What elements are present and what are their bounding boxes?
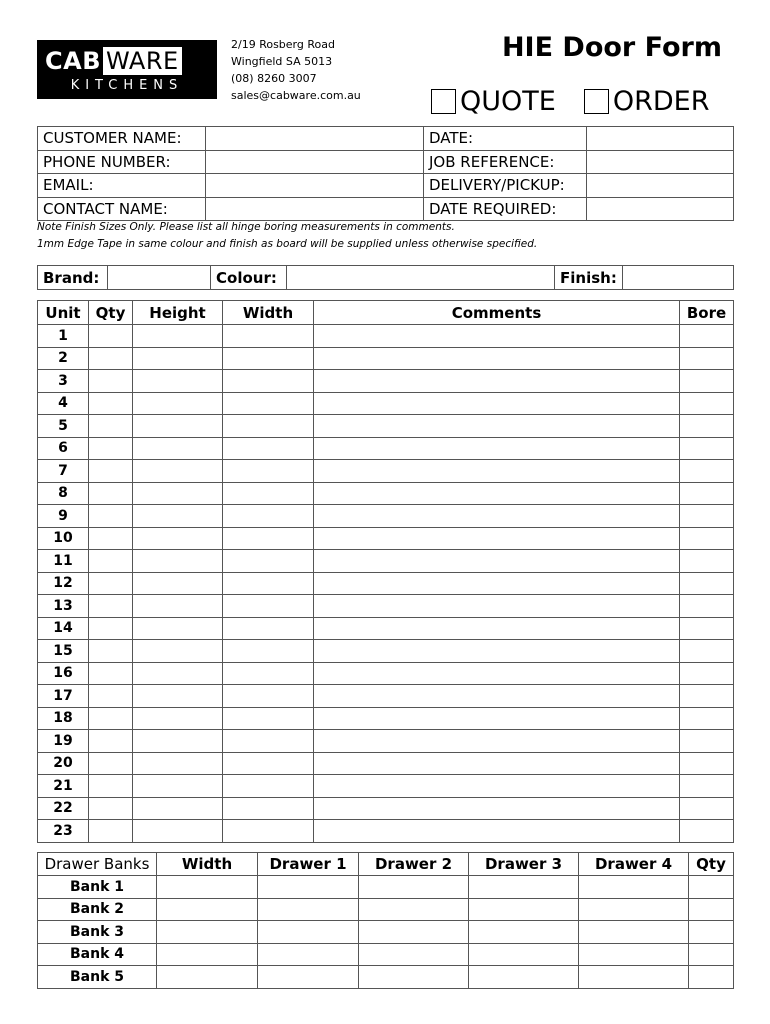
width-cell[interactable] [223, 595, 314, 618]
width-cell[interactable] [223, 482, 314, 505]
width-cell[interactable] [223, 460, 314, 483]
unit-header: Unit [38, 301, 89, 325]
bore-cell[interactable] [680, 662, 734, 685]
qty-cell[interactable] [89, 437, 133, 460]
bore-cell[interactable] [680, 640, 734, 663]
height-cell[interactable] [133, 730, 223, 753]
brand-colour-finish-table [37, 265, 734, 290]
drawer-1-cell[interactable] [258, 876, 359, 899]
comments-cell[interactable] [314, 707, 680, 730]
drawer-1-cell[interactable] [258, 898, 359, 921]
logo-kitchens: KITCHENS [70, 78, 184, 93]
unit-number: 16 [38, 662, 89, 685]
table-row [38, 752, 734, 775]
qty-cell[interactable] [89, 482, 133, 505]
phone-number-label: PHONE NUMBER: [38, 150, 206, 174]
drawer-4-cell[interactable] [579, 921, 689, 944]
drawer-3-cell[interactable] [469, 966, 579, 989]
banks-header-row [38, 853, 734, 876]
drawer-3-cell[interactable] [469, 943, 579, 966]
bore-cell[interactable] [680, 460, 734, 483]
height-cell[interactable] [133, 775, 223, 798]
table-row [38, 820, 734, 843]
comments-cell[interactable] [314, 460, 680, 483]
height-cell[interactable] [133, 820, 223, 843]
bore-cell[interactable] [680, 370, 734, 393]
qty-cell[interactable] [89, 707, 133, 730]
qty-cell[interactable] [89, 370, 133, 393]
unit-number: 8 [38, 482, 89, 505]
bore-header: Bore [680, 301, 734, 325]
table-row [38, 685, 734, 708]
unit-number: 18 [38, 707, 89, 730]
table-row [38, 921, 734, 944]
height-cell[interactable] [133, 370, 223, 393]
bore-cell[interactable] [680, 797, 734, 820]
table-row [38, 617, 734, 640]
info-row [38, 127, 734, 151]
width-cell[interactable] [223, 572, 314, 595]
table-row [38, 415, 734, 438]
quote-label: QUOTE [460, 86, 556, 117]
qty-cell[interactable] [89, 550, 133, 573]
bank-qty-cell[interactable] [689, 943, 734, 966]
unit-number: 17 [38, 685, 89, 708]
bore-cell[interactable] [680, 617, 734, 640]
finish-label: Finish: [555, 266, 623, 290]
unit-number: 3 [38, 370, 89, 393]
drawer-2-cell[interactable] [359, 943, 469, 966]
comments-cell[interactable] [314, 572, 680, 595]
note-finish-sizes: Note Finish Sizes Only. Please list all hinge boring measurements in comments. [37, 221, 455, 233]
qty-header: Qty [89, 301, 133, 325]
unit-number: 12 [38, 572, 89, 595]
bore-cell[interactable] [680, 595, 734, 618]
comments-cell[interactable] [314, 415, 680, 438]
table-row [38, 595, 734, 618]
unit-number: 20 [38, 752, 89, 775]
table-row [38, 460, 734, 483]
width-cell[interactable] [223, 370, 314, 393]
bank-qty-cell[interactable] [689, 898, 734, 921]
banks-body [38, 876, 734, 989]
drawer-4-cell[interactable] [579, 898, 689, 921]
order-label: ORDER [612, 86, 710, 117]
table-row [38, 775, 734, 798]
date-label: DATE: [424, 127, 587, 151]
height-cell[interactable] [133, 595, 223, 618]
drawer-banks-table [37, 852, 734, 989]
qty-cell[interactable] [89, 617, 133, 640]
table-row [38, 347, 734, 370]
quote-order-options [431, 86, 737, 117]
bank-width-cell[interactable] [157, 876, 258, 899]
bore-cell[interactable] [680, 775, 734, 798]
unit-number: 2 [38, 347, 89, 370]
bank-qty-cell[interactable] [689, 966, 734, 989]
qty-cell[interactable] [89, 640, 133, 663]
job-reference-field[interactable] [587, 150, 734, 174]
width-cell[interactable] [223, 505, 314, 528]
colour-field[interactable] [287, 266, 555, 290]
unit-number: 14 [38, 617, 89, 640]
table-row [38, 966, 734, 989]
height-cell[interactable] [133, 392, 223, 415]
date-required-field[interactable] [587, 197, 734, 221]
date-required-label: DATE REQUIRED: [424, 197, 587, 221]
comments-cell[interactable] [314, 730, 680, 753]
unit-number: 1 [38, 325, 89, 348]
height-cell[interactable] [133, 617, 223, 640]
width-cell[interactable] [223, 437, 314, 460]
width-cell[interactable] [223, 797, 314, 820]
width-cell[interactable] [223, 617, 314, 640]
table-row [38, 898, 734, 921]
bank-label: Bank 3 [38, 921, 157, 944]
comments-cell[interactable] [314, 640, 680, 663]
info-row [38, 174, 734, 198]
phone-number-field[interactable] [206, 150, 424, 174]
drawer-2-header: Drawer 2 [359, 853, 469, 876]
bank-qty-cell[interactable] [689, 921, 734, 944]
width-cell[interactable] [223, 347, 314, 370]
table-row [38, 392, 734, 415]
width-cell[interactable] [223, 685, 314, 708]
bank-label: Bank 2 [38, 898, 157, 921]
finish-field[interactable] [623, 266, 734, 290]
address-email: sales@cabware.com.au [231, 89, 361, 102]
qty-cell[interactable] [89, 730, 133, 753]
qty-cell[interactable] [89, 505, 133, 528]
width-cell[interactable] [223, 527, 314, 550]
company-address [231, 36, 361, 104]
delivery-pickup-field[interactable] [587, 174, 734, 198]
height-cell[interactable] [133, 505, 223, 528]
bore-cell[interactable] [680, 527, 734, 550]
qty-cell[interactable] [89, 820, 133, 843]
unit-number: 22 [38, 797, 89, 820]
date-field[interactable] [587, 127, 734, 151]
bore-cell[interactable] [680, 572, 734, 595]
drawer-1-cell[interactable] [258, 921, 359, 944]
table-row [38, 876, 734, 899]
table-row [38, 797, 734, 820]
drawer-1-cell[interactable] [258, 966, 359, 989]
qty-cell[interactable] [89, 775, 133, 798]
bore-cell[interactable] [680, 550, 734, 573]
qty-cell[interactable] [89, 752, 133, 775]
width-cell[interactable] [223, 550, 314, 573]
table-row [38, 325, 734, 348]
unit-number: 10 [38, 527, 89, 550]
cabware-kitchens-logo [37, 40, 217, 99]
unit-number: 19 [38, 730, 89, 753]
table-row [38, 943, 734, 966]
qty-cell[interactable] [89, 415, 133, 438]
bank-label: Bank 4 [38, 943, 157, 966]
width-cell[interactable] [223, 325, 314, 348]
drawer-4-cell[interactable] [579, 966, 689, 989]
unit-number: 23 [38, 820, 89, 843]
delivery-pickup-label: DELIVERY/PICKUP: [424, 174, 587, 198]
height-cell[interactable] [133, 550, 223, 573]
form-title: HIE Door Form [501, 32, 722, 63]
bore-cell[interactable] [680, 685, 734, 708]
bank-width-header: Width [157, 853, 258, 876]
width-cell[interactable] [223, 820, 314, 843]
drawer-3-cell[interactable] [469, 876, 579, 899]
bore-cell[interactable] [680, 707, 734, 730]
drawer-4-cell[interactable] [579, 876, 689, 899]
customer-name-field[interactable] [206, 127, 424, 151]
unit-number: 13 [38, 595, 89, 618]
qty-cell[interactable] [89, 685, 133, 708]
height-cell[interactable] [133, 640, 223, 663]
brand-label: Brand: [38, 266, 108, 290]
qty-cell[interactable] [89, 662, 133, 685]
bank-width-cell[interactable] [157, 898, 258, 921]
unit-number: 15 [38, 640, 89, 663]
bank-width-cell[interactable] [157, 943, 258, 966]
height-cell[interactable] [133, 572, 223, 595]
comments-cell[interactable] [314, 797, 680, 820]
table-row [38, 707, 734, 730]
bore-cell[interactable] [680, 325, 734, 348]
height-header: Height [133, 301, 223, 325]
table-row [38, 370, 734, 393]
drawer-4-cell[interactable] [579, 943, 689, 966]
email-label: EMAIL: [38, 174, 206, 198]
comments-cell[interactable] [314, 482, 680, 505]
order-checkbox[interactable] [584, 89, 609, 114]
table-row [38, 662, 734, 685]
qty-cell[interactable] [89, 527, 133, 550]
height-cell[interactable] [133, 662, 223, 685]
drawer-2-cell[interactable] [359, 921, 469, 944]
quote-checkbox[interactable] [431, 89, 456, 114]
address-line2: Wingfield SA 5013 [231, 55, 333, 68]
bank-qty-header: Qty [689, 853, 734, 876]
width-cell[interactable] [223, 730, 314, 753]
height-cell[interactable] [133, 685, 223, 708]
table-row [38, 550, 734, 573]
bore-cell[interactable] [680, 392, 734, 415]
comments-cell[interactable] [314, 370, 680, 393]
bank-width-cell[interactable] [157, 921, 258, 944]
width-cell[interactable] [223, 640, 314, 663]
drawer-2-cell[interactable] [359, 876, 469, 899]
bore-cell[interactable] [680, 505, 734, 528]
customer-info-table [37, 126, 734, 221]
table-row [38, 527, 734, 550]
drawer-4-header: Drawer 4 [579, 853, 689, 876]
bcf-row [38, 266, 734, 290]
bore-cell[interactable] [680, 730, 734, 753]
unit-number: 5 [38, 415, 89, 438]
comments-cell[interactable] [314, 325, 680, 348]
height-cell[interactable] [133, 347, 223, 370]
job-reference-label: JOB REFERENCE: [424, 150, 587, 174]
qty-cell[interactable] [89, 347, 133, 370]
width-cell[interactable] [223, 415, 314, 438]
height-cell[interactable] [133, 415, 223, 438]
qty-cell[interactable] [89, 572, 133, 595]
table-row [38, 505, 734, 528]
qty-cell[interactable] [89, 325, 133, 348]
logo-cab: CAB [45, 47, 101, 75]
drawer-2-cell[interactable] [359, 898, 469, 921]
qty-cell[interactable] [89, 392, 133, 415]
comments-cell[interactable] [314, 437, 680, 460]
contact-name-field[interactable] [206, 197, 424, 221]
units-body [38, 325, 734, 843]
comments-header: Comments [314, 301, 680, 325]
comments-cell[interactable] [314, 505, 680, 528]
height-cell[interactable] [133, 325, 223, 348]
drawer-2-cell[interactable] [359, 966, 469, 989]
bore-cell[interactable] [680, 482, 734, 505]
bank-label: Bank 5 [38, 966, 157, 989]
address-line1: 2/19 Rosberg Road [231, 38, 335, 51]
height-cell[interactable] [133, 482, 223, 505]
bore-cell[interactable] [680, 347, 734, 370]
info-row [38, 197, 734, 221]
unit-number: 6 [38, 437, 89, 460]
qty-cell[interactable] [89, 595, 133, 618]
comments-cell[interactable] [314, 662, 680, 685]
contact-name-label: CONTACT NAME: [38, 197, 206, 221]
colour-label: Colour: [211, 266, 287, 290]
height-cell[interactable] [133, 460, 223, 483]
table-row [38, 437, 734, 460]
comments-cell[interactable] [314, 685, 680, 708]
unit-number: 9 [38, 505, 89, 528]
width-cell[interactable] [223, 392, 314, 415]
drawer-3-header: Drawer 3 [469, 853, 579, 876]
bore-cell[interactable] [680, 752, 734, 775]
customer-name-label: CUSTOMER NAME: [38, 127, 206, 151]
drawer-3-cell[interactable] [469, 898, 579, 921]
unit-number: 7 [38, 460, 89, 483]
comments-cell[interactable] [314, 820, 680, 843]
width-header: Width [223, 301, 314, 325]
drawer-3-cell[interactable] [469, 921, 579, 944]
comments-cell[interactable] [314, 347, 680, 370]
comments-cell[interactable] [314, 617, 680, 640]
qty-cell[interactable] [89, 797, 133, 820]
comments-cell[interactable] [314, 595, 680, 618]
table-row [38, 572, 734, 595]
unit-number: 11 [38, 550, 89, 573]
bore-cell[interactable] [680, 820, 734, 843]
bank-qty-cell[interactable] [689, 876, 734, 899]
address-phone: (08) 8260 3007 [231, 72, 317, 85]
height-cell[interactable] [133, 527, 223, 550]
comments-cell[interactable] [314, 392, 680, 415]
bank-label: Bank 1 [38, 876, 157, 899]
logo-ware: WARE [103, 47, 182, 75]
width-cell[interactable] [223, 752, 314, 775]
units-header-row [38, 301, 734, 325]
note-edge-tape: 1mm Edge Tape in same colour and finish as board will be supplied unless otherwise specified. [37, 238, 538, 250]
logo-top [43, 47, 182, 75]
qty-cell[interactable] [89, 460, 133, 483]
height-cell[interactable] [133, 437, 223, 460]
table-row [38, 730, 734, 753]
comments-cell[interactable] [314, 752, 680, 775]
comments-cell[interactable] [314, 775, 680, 798]
drawer-1-header: Drawer 1 [258, 853, 359, 876]
drawer-1-cell[interactable] [258, 943, 359, 966]
comments-cell[interactable] [314, 550, 680, 573]
email-field[interactable] [206, 174, 424, 198]
bore-cell[interactable] [680, 415, 734, 438]
units-table [37, 300, 734, 843]
info-row [38, 150, 734, 174]
height-cell[interactable] [133, 707, 223, 730]
height-cell[interactable] [133, 752, 223, 775]
width-cell[interactable] [223, 662, 314, 685]
width-cell[interactable] [223, 775, 314, 798]
bore-cell[interactable] [680, 437, 734, 460]
width-cell[interactable] [223, 707, 314, 730]
bank-width-cell[interactable] [157, 966, 258, 989]
unit-number: 4 [38, 392, 89, 415]
brand-field[interactable] [108, 266, 211, 290]
drawer-banks-header: Drawer Banks [38, 853, 157, 876]
table-row [38, 640, 734, 663]
comments-cell[interactable] [314, 527, 680, 550]
height-cell[interactable] [133, 797, 223, 820]
table-row [38, 482, 734, 505]
unit-number: 21 [38, 775, 89, 798]
